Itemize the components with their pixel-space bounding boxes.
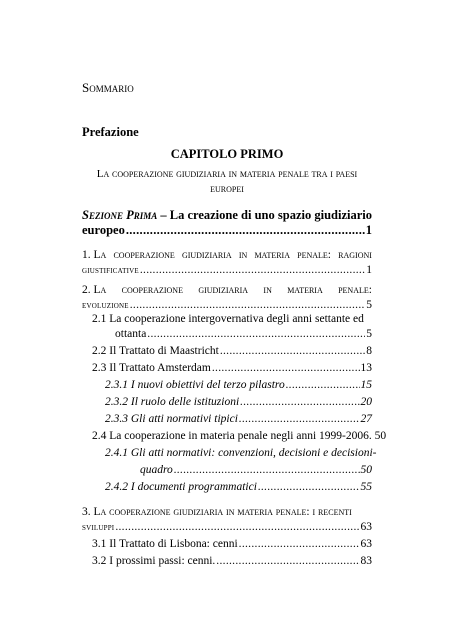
toc-label: giustificative	[82, 266, 139, 276]
page-number: 55	[360, 481, 372, 493]
toc-word: cooperazione	[113, 249, 175, 261]
page-number: 8	[366, 345, 372, 357]
toc-label: 2.3.3 Gli atti normativi tipici	[105, 413, 238, 425]
toc-entry-2-1-line2	[115, 327, 372, 341]
page-number: 13	[360, 362, 372, 374]
toc-label: quadro	[140, 464, 173, 476]
toc-label: ottanta	[115, 328, 147, 340]
page-number: 63	[360, 521, 372, 533]
preface-heading: Prefazione	[82, 125, 139, 139]
toc-entry-2-line1	[82, 283, 372, 297]
page-number: 50	[360, 464, 372, 476]
section-word: creazione	[187, 208, 238, 222]
leader-dots	[126, 223, 365, 237]
section-word: uno	[254, 208, 275, 222]
toc-entry-1-line1	[82, 248, 372, 262]
toc-label: 2.3.1 I nuovi obiettivi del terzo pilastro	[105, 379, 285, 391]
toc-entry-2-1-line1: 2.1 La cooperazione intergovernativa degli anni settante ed	[92, 313, 364, 325]
toc-entry-3-line2	[82, 520, 372, 535]
section-word: – La	[160, 208, 185, 222]
summary-title: Sommario	[82, 80, 134, 95]
chapter-subtitle-line2: europei	[210, 183, 244, 195]
section-word: giudiziario	[314, 208, 372, 222]
section-heading-line2	[82, 223, 372, 237]
leader-dots	[130, 298, 366, 312]
page-number: 83	[360, 555, 372, 567]
toc-entry-2-4-2	[105, 480, 372, 494]
toc-entry-2-4: 2.4 La cooperazione in materia penale negli anni 1999-2006. 50	[92, 430, 387, 442]
toc-entry-2-3	[92, 361, 372, 375]
leader-dots	[216, 554, 359, 568]
toc-word: in	[263, 284, 272, 296]
leader-dots	[147, 327, 365, 341]
toc-word: penale:	[297, 249, 331, 261]
leader-dots	[212, 361, 360, 375]
toc-word: 1. La	[82, 249, 107, 261]
leader-dots	[239, 537, 360, 551]
toc-entry-2-3-1	[105, 378, 372, 392]
toc-word: giudiziaria	[198, 284, 249, 296]
toc-word: 2. La	[82, 284, 107, 296]
page-number: 1	[365, 223, 372, 237]
toc-word: in	[238, 249, 248, 261]
page-number: 20	[360, 396, 372, 408]
toc-label: 3.2 I prossimi passi: cenni.	[92, 555, 216, 567]
page-number: 5	[366, 328, 372, 340]
toc-entry-2-3-2	[105, 395, 372, 409]
toc-entry-2-4-1-line1: 2.4.1 Gli atti normativi: convenzioni, decisioni e decisioni-	[105, 447, 377, 459]
toc-label: sviluppi	[82, 523, 115, 533]
leader-dots	[239, 412, 360, 426]
leader-dots	[286, 378, 360, 392]
page-number: 15	[360, 379, 372, 391]
leader-dots	[140, 263, 365, 277]
toc-label: 2.3.2 Il ruolo delle istituzioni	[105, 396, 240, 408]
toc-label: 2.2 Il Trattato di Maastricht	[92, 345, 219, 357]
toc-word: materia	[254, 249, 290, 261]
page-number: 5	[366, 299, 372, 311]
toc-word: ragioni	[338, 249, 372, 261]
toc-entry-2-2	[92, 344, 372, 358]
section-prefix: Sezione Prima	[82, 208, 158, 222]
section-word: di	[241, 208, 252, 222]
page-number: 27	[360, 413, 372, 425]
leader-dots	[115, 520, 359, 534]
toc-word: cooperazione	[121, 284, 183, 296]
page-number: 1	[366, 264, 372, 276]
leader-dots	[240, 395, 359, 409]
section-title-end: europeo	[82, 223, 125, 237]
toc-word: giudiziaria	[181, 249, 232, 261]
toc-word: penale:	[338, 284, 372, 296]
chapter-subtitle-line1: La cooperazione giudiziaria in materia penale tra i paesi	[96, 168, 358, 180]
toc-label: 3.1 Il Trattato di Lisbona: cenni	[92, 538, 238, 550]
section-word: spazio	[277, 208, 312, 222]
toc-label: 2.3 Il Trattato Amsterdam	[92, 362, 211, 374]
toc-entry-1-line2	[82, 263, 372, 278]
toc-entry-2-4-1-line2	[140, 463, 372, 477]
leader-dots	[258, 480, 360, 494]
toc-entry-3-2	[92, 554, 372, 568]
toc-entry-3-1	[92, 537, 372, 551]
section-heading-line1	[82, 208, 372, 222]
toc-entry-3-line1: 3. La cooperazione giudiziaria in materia penale: i recenti	[82, 506, 352, 518]
chapter-title: CAPITOLO PRIMO	[170, 147, 284, 161]
toc-entry-2-line2	[82, 298, 372, 313]
toc-entry-2-3-3	[105, 412, 372, 426]
leader-dots	[174, 463, 360, 477]
leader-dots	[220, 344, 365, 358]
toc-word: materia	[287, 284, 323, 296]
toc-label: evoluzione	[82, 301, 129, 311]
toc-label: 2.4.2 I documenti programmatici	[105, 481, 257, 493]
page-number: 63	[360, 538, 372, 550]
